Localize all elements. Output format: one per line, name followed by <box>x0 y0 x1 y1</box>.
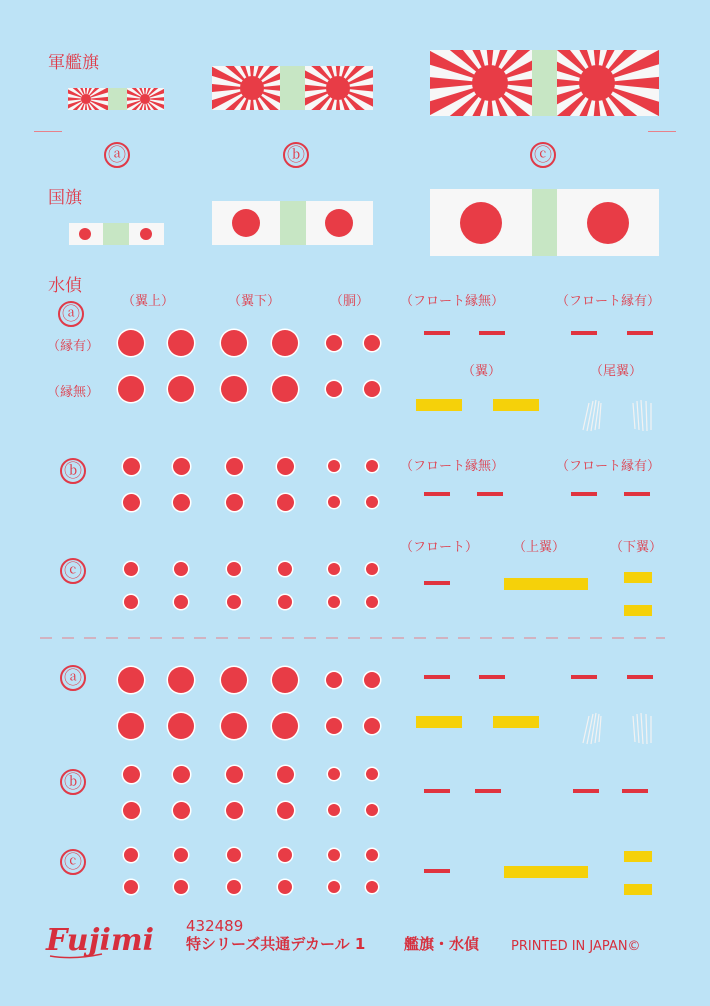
seaplane-size-b-label: ⓑ <box>60 458 86 484</box>
roundel-dot <box>366 768 378 780</box>
header-upper-wing: （上翼） <box>513 540 566 555</box>
roundel-dot <box>328 496 340 508</box>
float-stripe-dash <box>573 789 599 793</box>
roundel-dot <box>278 562 292 576</box>
float-stripe-dash <box>477 492 503 496</box>
roundel-dot <box>366 496 378 508</box>
divider-right <box>648 131 676 132</box>
roundel-dot <box>272 667 298 693</box>
roundel-dot <box>328 596 340 608</box>
roundel-dot <box>366 563 378 575</box>
float-stripe-dash <box>571 331 597 335</box>
roundel-dot <box>123 766 140 783</box>
roundel-dot <box>124 880 138 894</box>
ensign-large <box>361 0 710 212</box>
float-stripe-dash <box>627 675 653 679</box>
lower-size-c-label: ⓒ <box>60 849 86 875</box>
roundel-dot <box>118 376 144 402</box>
roundel-dot <box>364 335 380 351</box>
roundel-dot <box>366 881 378 893</box>
roundel-dot <box>174 562 188 576</box>
roundel-dot <box>364 381 380 397</box>
float-stripe-dash <box>622 789 648 793</box>
roundel-dot <box>124 562 138 576</box>
roundel-dot <box>123 458 140 475</box>
roundel-dot <box>366 460 378 472</box>
roundel-dot <box>173 802 190 819</box>
product-code: 432489 <box>186 917 244 935</box>
roundel-dot <box>168 667 194 693</box>
float-stripe-dash <box>571 675 597 679</box>
roundel-dot <box>226 458 243 475</box>
roundel-dot <box>328 804 340 816</box>
row-label-no-border: （縁無） <box>47 385 100 400</box>
roundel-dot <box>272 376 298 402</box>
fujimi-logo <box>44 916 179 962</box>
header-lower-wing: （下翼） <box>610 540 663 555</box>
header-float: （フロート） <box>400 540 479 555</box>
roundel-dot <box>118 667 144 693</box>
float-stripe-dash <box>479 675 505 679</box>
wing-id-stripe <box>493 399 539 411</box>
roundel-dot <box>226 494 243 511</box>
roundel-dot <box>278 880 292 894</box>
wing-id-stripe <box>504 578 588 590</box>
roundel-dot <box>326 718 342 734</box>
float-stripe-dash <box>424 331 450 335</box>
roundel-dot <box>328 460 340 472</box>
navy-ensign-title: 軍艦旗 <box>48 53 99 73</box>
tail-stripe-decal-lower <box>575 708 665 748</box>
svg-text:Fujimi: Fujimi <box>46 923 154 958</box>
header-float-border-b: （フロート縁有） <box>556 459 661 474</box>
roundel-dot <box>173 766 190 783</box>
wing-id-stripe <box>624 605 652 616</box>
roundel-dot <box>123 802 140 819</box>
roundel-dot <box>277 458 294 475</box>
printed-in-japan: PRINTED IN JAPAN© <box>511 939 641 954</box>
header-float-no-border: （フロート縁無） <box>400 294 505 309</box>
roundel-dot <box>168 330 194 356</box>
roundel-dot <box>364 718 380 734</box>
roundel-dot <box>364 672 380 688</box>
product-title: 特シリーズ共通デカール 1 <box>186 935 366 953</box>
roundel-dot <box>227 848 241 862</box>
roundel-dot <box>123 494 140 511</box>
roundel-dot <box>173 494 190 511</box>
wing-id-stripe <box>624 884 652 895</box>
wing-id-stripe <box>504 866 588 878</box>
roundel-dot <box>277 766 294 783</box>
roundel-dot <box>173 458 190 475</box>
header-float-no-border-b: （フロート縁無） <box>400 459 505 474</box>
wing-id-stripe <box>493 716 539 728</box>
float-stripe-dash <box>424 675 450 679</box>
seaplane-size-a-label: ⓐ <box>58 301 84 327</box>
dashed-separator <box>40 636 665 640</box>
float-stripe-dash <box>627 331 653 335</box>
header-wing-bottom: （翼下） <box>228 294 281 309</box>
roundel-dot <box>221 330 247 356</box>
roundel-dot <box>326 335 342 351</box>
roundel-dot <box>326 672 342 688</box>
header-wing: （翼） <box>462 364 502 379</box>
roundel-dot <box>168 713 194 739</box>
roundel-dot <box>366 596 378 608</box>
product-subtitle: 艦旗・水偵 <box>404 935 480 953</box>
roundel-dot <box>328 881 340 893</box>
float-stripe-dash <box>424 869 450 873</box>
wing-id-stripe <box>416 716 462 728</box>
roundel-dot <box>278 595 292 609</box>
lower-size-b-label: ⓑ <box>60 769 86 795</box>
roundel-dot <box>221 667 247 693</box>
size-c-label: ⓒ <box>530 142 556 168</box>
ensign-small <box>46 59 185 139</box>
roundel-dot <box>174 880 188 894</box>
header-tail: （尾翼） <box>590 364 643 379</box>
roundel-dot <box>124 595 138 609</box>
roundel-dot <box>272 330 298 356</box>
header-wing-top: （翼上） <box>122 294 175 309</box>
roundel-dot <box>221 376 247 402</box>
header-float-border: （フロート縁有） <box>556 294 661 309</box>
roundel-dot <box>118 330 144 356</box>
roundel-dot <box>272 713 298 739</box>
roundel-dot <box>118 713 144 739</box>
roundel-dot <box>328 768 340 780</box>
tail-stripe-decal-upper <box>575 395 665 435</box>
row-label-with-border: （縁有） <box>47 339 100 354</box>
wing-id-stripe <box>624 572 652 583</box>
lower-size-a-label: ⓐ <box>60 665 86 691</box>
roundel-dot <box>226 802 243 819</box>
float-stripe-dash <box>571 492 597 496</box>
roundel-dot <box>227 595 241 609</box>
roundel-dot <box>124 848 138 862</box>
float-stripe-dash <box>479 331 505 335</box>
wing-id-stripe <box>624 851 652 862</box>
float-stripe-dash <box>475 789 501 793</box>
float-stripe-dash <box>424 581 450 585</box>
divider-left <box>34 131 62 132</box>
roundel-dot <box>326 381 342 397</box>
seaplane-size-c-label: ⓒ <box>60 558 86 584</box>
roundel-dot <box>226 766 243 783</box>
roundel-dot <box>328 849 340 861</box>
float-stripe-dash <box>424 789 450 793</box>
roundel-dot <box>221 713 247 739</box>
roundel-dot <box>174 848 188 862</box>
roundel-dot <box>227 880 241 894</box>
roundel-dot <box>328 563 340 575</box>
size-a-label: ⓐ <box>104 142 130 168</box>
roundel-dot <box>168 376 194 402</box>
float-stripe-dash <box>624 492 650 496</box>
header-fuselage: （胴） <box>330 294 370 309</box>
national-flag-title: 国旗 <box>48 188 82 208</box>
roundel-dot <box>278 848 292 862</box>
roundel-dot <box>366 804 378 816</box>
roundel-dot <box>174 595 188 609</box>
roundel-dot <box>227 562 241 576</box>
float-stripe-dash <box>424 492 450 496</box>
roundel-dot <box>366 849 378 861</box>
size-b-label: ⓑ <box>283 142 309 168</box>
wing-id-stripe <box>416 399 462 411</box>
roundel-dot <box>277 494 294 511</box>
seaplane-title: 水偵 <box>48 276 82 296</box>
roundel-dot <box>277 802 294 819</box>
